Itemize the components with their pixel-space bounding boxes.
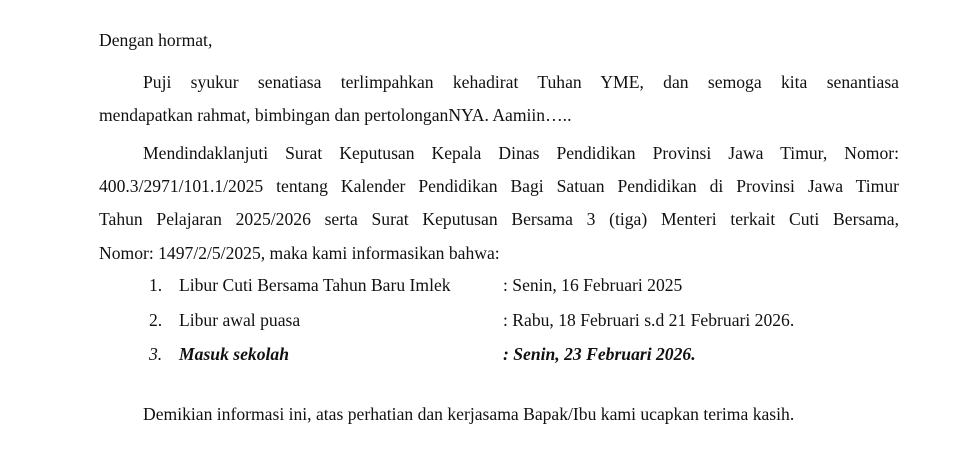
list-item-number: 2. bbox=[149, 310, 163, 330]
paragraph-2-line-3: Tahun Pelajaran 2025/2026 serta Surat Keputusan Bersama 3 (tiga) Menteri terkait Cuti Bersama, bbox=[99, 209, 899, 229]
paragraph-2-line-2: 400.3/2971/101.1/2025 tentang Kalender Pendidikan Bagi Satuan Pendidikan di Provinsi Jawa Timur bbox=[99, 176, 899, 196]
list-item bbox=[99, 275, 899, 297]
list-item-number: 3. bbox=[149, 344, 163, 364]
list-item-label: Libur awal puasa bbox=[179, 310, 301, 330]
salutation: Dengan hormat, bbox=[99, 30, 213, 50]
list-item-label: Libur Cuti Bersama Tahun Baru Imlek bbox=[179, 275, 451, 295]
paragraph-2-line-4: Nomor: 1497/2/5/2025, maka kami informasikan bahwa: bbox=[99, 243, 500, 263]
list-item bbox=[99, 310, 899, 332]
list-item-label: Masuk sekolah bbox=[179, 344, 289, 364]
paragraph-1-line-2: mendapatkan rahmat, bimbingan dan pertolonganNYA. Aamiin….. bbox=[99, 105, 572, 125]
list-item-value: : Senin, 23 Februari 2026. bbox=[503, 344, 696, 364]
list-item-value: : Rabu, 18 Februari s.d 21 Februari 2026. bbox=[503, 310, 795, 330]
list-item-value: : Senin, 16 Februari 2025 bbox=[503, 275, 683, 295]
list-item-number: 1. bbox=[149, 275, 163, 295]
closing-statement: Demikian informasi ini, atas perhatian dan kerjasama Bapak/Ibu kami ucapkan terima kasih. bbox=[143, 404, 795, 424]
paragraph-1-line-1: Puji syukur senatiasa terlimpahkan kehadirat Tuhan YME, dan semoga kita senantiasa bbox=[143, 72, 899, 92]
paragraph-2-line-1: Mendindaklanjuti Surat Keputusan Kepala Dinas Pendidikan Provinsi Jawa Timur, Nomor: bbox=[143, 143, 899, 163]
list-item-emphasized bbox=[99, 344, 899, 366]
